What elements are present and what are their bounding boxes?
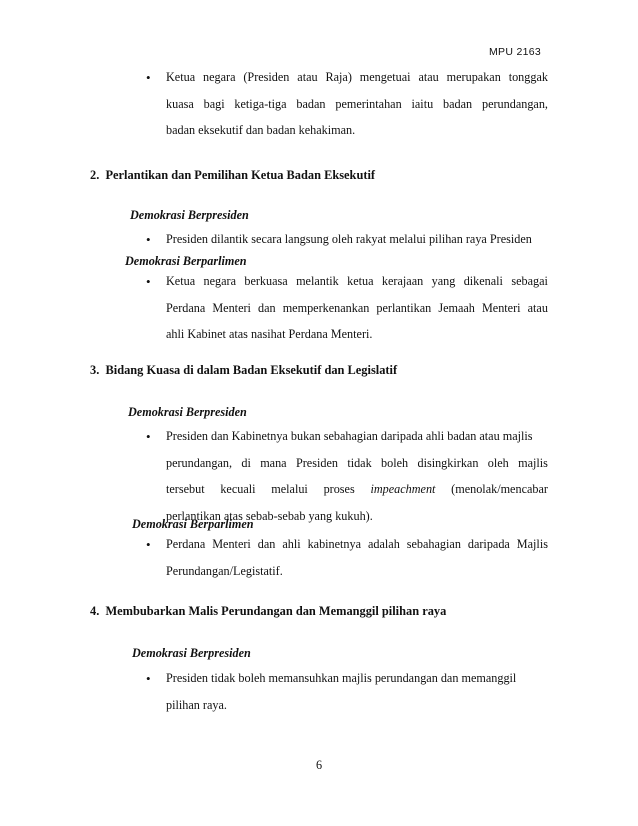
section-2-sub-parliamentary: Demokrasi Berparlimen <box>125 254 247 268</box>
bullet-line <box>166 295 548 322</box>
bullet-line: perlantikan atas sebab-sebab yang kukuh). <box>166 508 373 523</box>
word: Ketua <box>166 70 196 84</box>
word: majlis <box>518 455 548 470</box>
section-4-heading: 4. Membubarkan Malis Perundangan dan Memanggil pilihan raya <box>90 604 447 618</box>
word: tersebut <box>166 482 205 496</box>
word: melantik <box>296 274 339 288</box>
word: iaitu <box>411 96 434 111</box>
section-3-parliamentary-bullet <box>146 531 548 584</box>
section-4-sub-presidential: Demokrasi Berpresiden <box>132 646 251 660</box>
bullet-icon: • <box>146 671 151 686</box>
section-2-heading: 2. Perlantikan dan Pemilihan Ketua Badan Eksekutif <box>90 168 376 182</box>
word: melalui <box>271 482 308 496</box>
bullet-line-with-italic <box>166 476 548 503</box>
bullet-icon: • <box>146 429 151 444</box>
word: kerajaan <box>381 274 424 288</box>
word: mana <box>260 455 287 470</box>
bullet-line <box>166 91 548 118</box>
word: disingkirkan <box>417 455 479 470</box>
word: Perdana <box>166 300 206 315</box>
course-code: MPU 2163 <box>489 46 542 58</box>
word: berkuasa <box>244 274 288 288</box>
word: dan <box>257 537 276 551</box>
word: Majlis <box>516 537 548 551</box>
bullet-text <box>166 64 548 144</box>
word: mengetuai <box>359 70 411 84</box>
section-2-sub-presidential: Demokrasi Berpresiden <box>130 208 249 222</box>
word: memperkenankan <box>282 300 370 315</box>
word: atau <box>418 70 439 84</box>
word: negara <box>203 274 236 288</box>
word: merupakan <box>446 70 501 84</box>
word: Menteri <box>481 300 521 315</box>
word: kecuali <box>220 482 256 496</box>
word: ahli <box>282 537 301 551</box>
top-bullet <box>146 64 548 144</box>
word: perlantikan <box>376 300 432 315</box>
word: ketua <box>347 274 374 288</box>
word: Menteri <box>212 537 251 551</box>
section-2-parliamentary-bullet <box>146 268 548 348</box>
italic-term: impeachment <box>370 482 436 496</box>
word: Raja) <box>325 70 352 84</box>
word: tidak <box>347 455 372 470</box>
bullet-line <box>166 64 548 91</box>
word: Menteri <box>212 300 251 315</box>
word: daripada <box>467 537 510 551</box>
word: (Presiden <box>243 70 290 84</box>
section-2-presidential-bullet <box>146 226 548 253</box>
section-3-sub-presidential: Demokrasi Berpresiden <box>128 405 247 419</box>
bullet-line <box>166 268 548 295</box>
bullet-line <box>166 531 548 558</box>
word: ketiga-tiga <box>234 96 287 111</box>
word: yang <box>431 274 456 288</box>
bullet-line: Presiden dilantik secara langsung oleh rakyat melalui pilihan raya Presiden <box>166 232 532 246</box>
section-3-presidential-bullet <box>146 423 548 529</box>
word: bagi <box>203 96 225 111</box>
word: negara <box>203 70 236 84</box>
word: sebagai <box>511 274 548 288</box>
word: Jemaah <box>438 300 475 315</box>
bullet-line: badan eksekutif dan badan kehakiman. <box>166 123 356 137</box>
bullet-icon: • <box>146 274 151 289</box>
bullet-line: Perundangan/Legistatif. <box>166 563 283 578</box>
word: tonggak <box>508 70 548 84</box>
word: adalah <box>368 537 400 551</box>
bullet-line: pilihan raya. <box>166 697 227 712</box>
word: proses <box>323 482 355 496</box>
word: pemerintahan <box>335 96 402 111</box>
word: Perdana <box>166 537 206 551</box>
word: atau <box>527 300 548 315</box>
word: Ketua <box>166 274 196 288</box>
word: perundangan, <box>481 96 548 111</box>
word: perundangan, <box>166 455 232 470</box>
word: dan <box>258 300 276 315</box>
bullet-icon: • <box>146 537 151 552</box>
word: kabinetnya <box>307 537 362 551</box>
word: atau <box>297 70 318 84</box>
word: di <box>241 455 251 470</box>
section-3-heading: 3. Bidang Kuasa di dalam Badan Eksekutif dan Legislatif <box>90 363 398 377</box>
word: Presiden <box>295 455 338 470</box>
word: kuasa <box>166 96 194 111</box>
page-number: 6 <box>315 758 323 772</box>
bullet-line: Presiden tidak boleh memansuhkan majlis perundangan dan memanggil <box>166 671 517 685</box>
word: sebahagian <box>406 537 461 551</box>
word: oleh <box>487 455 509 470</box>
bullet-line: ahli Kabinet atas nasihat Perdana Menteri. <box>166 327 373 341</box>
word: (menolak/mencabar <box>451 482 548 496</box>
word: boleh <box>381 455 409 470</box>
bullet-line <box>166 450 548 477</box>
section-4-presidential-bullet <box>146 665 548 718</box>
word: badan <box>443 96 473 111</box>
bullet-icon: • <box>146 232 151 247</box>
word: dikenali <box>463 274 503 288</box>
section-3-sub-parliamentary: Demokrasi Berparlimen <box>132 517 254 531</box>
bullet-icon: • <box>146 70 151 85</box>
bullet-line: Presiden dan Kabinetnya bukan sebahagian daripada ahli badan atau majlis <box>166 429 533 443</box>
word: badan <box>296 96 326 111</box>
